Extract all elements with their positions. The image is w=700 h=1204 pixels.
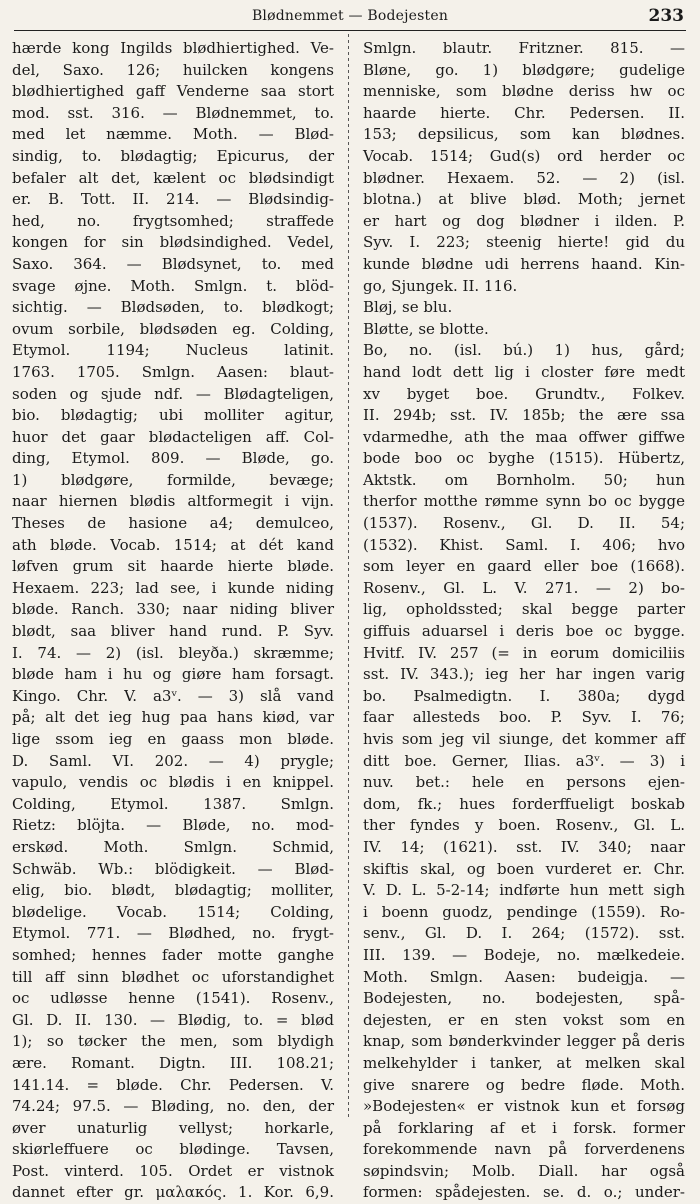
text-line: 1); so tøcker the men, som blydigh (12, 1032, 334, 1051)
text-line: ditt boe. Gerner, Ilias. a3ᵛ. — 3) i (363, 751, 685, 770)
text-line: mod. sst. 316. — Blødnemmet, to. (12, 103, 334, 122)
text-line: blotna.) at blive blød. Moth; jernet (363, 190, 685, 209)
text-line: somhed; hennes fader motte ganghe (12, 945, 334, 964)
text-line: oc udløsse henne (1541). Rosenv., (12, 989, 334, 1008)
text-line: løfven grum sit haarde hierte bløde. (12, 557, 334, 576)
text-line: Etymol. 771. — Blødhed, no. frygt- (12, 924, 334, 943)
text-line: hand lodt dett lig i closter føre medt (363, 362, 685, 381)
text-line: Hexaem. 223; lad see, i kunde niding (12, 578, 334, 597)
text-line: Smlgn. blautr. Fritzner. 815. — (363, 39, 685, 57)
text-line: Kingo. Chr. V. a3ᵛ. — 3) slå vand (12, 686, 334, 705)
text-line: Bløj, se blu. (363, 298, 453, 317)
text-line: som leyer en gaard eller boe (1668). (363, 557, 685, 576)
text-line: Moth. Smlgn. Aasen: budeigja. — (363, 967, 685, 986)
text-line: 1763. 1705. Smlgn. Aasen: blaut- (12, 362, 334, 381)
text-line: therfor motthe rømme synn bo oc bygge (363, 492, 685, 511)
text-line: soden og sjude ndf. — Blødagteligen, (12, 384, 334, 403)
text-line: 141.14. = bløde. Chr. Pedersen. V. (12, 1075, 334, 1094)
left-column (12, 38, 334, 1202)
text-line: go, Sjungek. II. 116. (363, 276, 518, 295)
text-line: Aktstk. om Bornholm. 50; hun (363, 470, 685, 489)
text-line: elig, bio. blødt, blødagtig; molliter, (12, 881, 334, 900)
text-line: kongen for sin blødsindighed. Vedel, (12, 233, 334, 252)
text-line: 153; depsilicus, som kan blødnes. (363, 125, 685, 144)
text-line: haarde hierte. Chr. Pedersen. II. (363, 103, 685, 122)
text-line: befaler alt det, kælent oc blødsindigt (12, 168, 334, 187)
text-line: knap, som bønderkvinder legger på deris (363, 1032, 685, 1051)
text-line: I. 74. — 2) (isl. bleyða.) skræmme; (12, 643, 334, 662)
text-line: IV. 14; (1621). sst. IV. 340; naar (363, 837, 685, 856)
text-line: blødelige. Vocab. 1514; Colding, (12, 902, 334, 921)
text-line: hed, no. frygtsomhed; straffede (12, 211, 334, 230)
text-line: giffuis aduarsel i deris boe oc bygge. (363, 622, 685, 641)
text-line: lig, opholdssted; skal begge parter (363, 600, 685, 619)
text-line: skiftis skal, og boen vurderet er. Chr. (363, 859, 685, 878)
text-line: melkehylder i tanker, at melken skal (363, 1053, 685, 1072)
text-line: svage øjne. Moth. Smlgn. t. blöd- (12, 276, 334, 295)
text-line: del, Saxo. 126; huilcken kongens (12, 60, 334, 79)
text-line: blødhiertighed gaff Venderne saa stort (12, 82, 334, 101)
text-line: Post. vinterd. 105. Ordet er vistnok (12, 1161, 334, 1180)
text-line: ding, Etymol. 809. — Bløde, go. (12, 449, 334, 468)
text-line: Saxo. 364. — Blødsynet, to. med (12, 254, 334, 273)
text-line: Bløtte, se blotte. (363, 319, 489, 338)
text-line: er hart og dog blødner i ilden. P. (363, 211, 685, 230)
text-line: hvis som jeg vil siunge, det kommer aff (363, 730, 685, 748)
text-line: (1532). Khist. Saml. I. 406; hvo (363, 535, 685, 554)
text-line: kunde blødne udi herrens haand. Kin- (363, 254, 685, 273)
text-line: hærde kong Ingilds blødhiertighed. Ve- (12, 39, 334, 57)
text-line: blødt, saa bliver hand rund. P. Syv. (12, 622, 334, 641)
text-line: 74.24; 97.5. — Bløding, no. den, der (12, 1097, 334, 1116)
text-line: sst. IV. 343.); ieg her har ingen varig (363, 665, 685, 684)
text-line: ther fyndes y boen. Rosenv., Gl. L. (363, 816, 685, 835)
text-line: søpindsvin; Molb. Diall. har også (363, 1161, 685, 1180)
text-line: vapulo, vendis oc blødis i en knippel. (12, 773, 334, 792)
column-divider (348, 34, 349, 1120)
text-line: 1) blødgøre, formilde, bevæge; (12, 470, 334, 489)
text-line: Bløne, go. 1) blødgøre; gudelige (363, 60, 685, 79)
text-line: sindig, to. blødagtig; Epicurus, der (12, 146, 334, 165)
text-line: er. B. Tott. II. 214. — Blødsindig- (12, 190, 334, 209)
text-line: på forklaring af et i forsk. former (363, 1118, 685, 1137)
text-line: Gl. D. II. 130. — Blødig, to. = blød (12, 1010, 334, 1029)
text-line: II. 294b; sst. IV. 185b; the ære ssa (363, 406, 685, 425)
text-line: Vocab. 1514; Gud(s) ord herder oc (363, 146, 685, 165)
text-line: formen: spådejesten. se. d. o.; under- (363, 1183, 685, 1202)
text-line: naar hiernen blødis altformegit i vijn. (12, 492, 334, 511)
text-line: V. D. L. 5-2-14; indførte hun mett sigh (363, 881, 685, 900)
text-line: senv., Gl. D. I. 264; (1572). sst. (363, 924, 685, 943)
text-line: Schwäb. Wb.: blödigkeit. — Blød- (12, 859, 334, 878)
text-line: Hvitf. IV. 257 (= in eorum domiciliis (363, 643, 685, 662)
text-line: Bodejesten, no. bodejesten, spå- (363, 989, 685, 1008)
text-line: øver unaturlig vellyst; horkarle, (12, 1118, 334, 1137)
text-line: ovum sorbile, blødsøden eg. Colding, (12, 319, 334, 338)
text-line: bløde. Ranch. 330; naar niding bliver (12, 600, 334, 619)
text-line: bløde ham i hu og giøre ham forsagt. (12, 665, 334, 684)
text-line: Rietz: blöjta. — Bløde, no. mod- (12, 816, 334, 835)
text-line: D. Saml. VI. 202. — 4) prygle; (12, 751, 334, 770)
text-line: Theses de hasione a4; demulceo, (12, 514, 334, 533)
text-line: med let næmme. Moth. — Blød- (12, 125, 334, 144)
page-number: 233 (648, 6, 684, 26)
text-line: ath bløde. Vocab. 1514; at dét kand (12, 535, 334, 554)
text-line: dannet efter gr. μαλακός. 1. Kor. 6,9. (12, 1183, 334, 1202)
text-line: Etymol. 1194; Nucleus latinit. (12, 341, 334, 360)
text-line: bode boo oc byghe (1515). Hübertz, (363, 449, 685, 468)
text-line: xv byget boe. Grundtv., Folkev. (363, 384, 685, 403)
header-rule (14, 30, 686, 31)
text-line: huor det gaar blødacteligen aff. Col- (12, 427, 334, 446)
text-line: i boenn guodz, pendinge (1559). Ro- (363, 902, 685, 921)
text-line: lige ssom ieg en gaass mon bløde. (12, 730, 334, 748)
text-line: III. 139. — Bodeje, no. mælkedeie. (363, 945, 685, 964)
text-line: bio. blødagtig; ubi molliter agitur, (12, 406, 334, 425)
text-line: skiørleffuere oc blødinge. Tavsen, (12, 1140, 334, 1159)
right-column (363, 38, 685, 1202)
text-line: dejesten, er en sten vokst som en (363, 1010, 685, 1029)
text-line: bo. Psalmedigtn. I. 380a; dygd (363, 686, 685, 705)
page-header (0, 6, 700, 28)
text-line: menniske, som blødne deriss hw oc (363, 82, 685, 101)
text-line: till aff sinn blødhet oc uforstandighet (12, 967, 334, 986)
text-line: blødner. Hexaem. 52. — 2) (isl. (363, 168, 685, 187)
text-line: Rosenv., Gl. L. V. 271. — 2) bo- (363, 578, 685, 597)
text-line: vdarmedhe, ath the maa offwer giffwe (363, 427, 685, 446)
text-line: »Bodejesten« er vistnok kun et forsøg (363, 1097, 685, 1116)
text-line: ære. Romant. Digtn. III. 108.21; (12, 1053, 334, 1072)
text-line: dom, fk.; hues forderffueligt boskab (363, 794, 685, 813)
text-line: på; alt det ieg hug paa hans kiød, var (12, 708, 334, 727)
text-line: nuv. bet.: hele en persons ejen- (363, 773, 685, 792)
text-line: (1537). Rosenv., Gl. D. II. 54; (363, 514, 685, 533)
text-line: Syv. I. 223; steenig hierte! gid du (363, 233, 685, 252)
text-line: forekommende navn på forverdenens (363, 1140, 685, 1159)
text-line: Bo, no. (isl. bú.) 1) hus, gård; (363, 341, 685, 360)
text-line: give snarere og bedre fløde. Moth. (363, 1075, 685, 1094)
running-title: Blødnemmet — Bodejesten (251, 8, 449, 24)
text-line: erskød. Moth. Smlgn. Schmid, (12, 837, 334, 856)
text-line: sichtig. — Blødsøden, to. blødkogt; (12, 298, 334, 317)
text-line: faar allesteds boo. P. Syv. I. 76; (363, 708, 685, 727)
text-line: Colding, Etymol. 1387. Smlgn. (12, 794, 334, 813)
